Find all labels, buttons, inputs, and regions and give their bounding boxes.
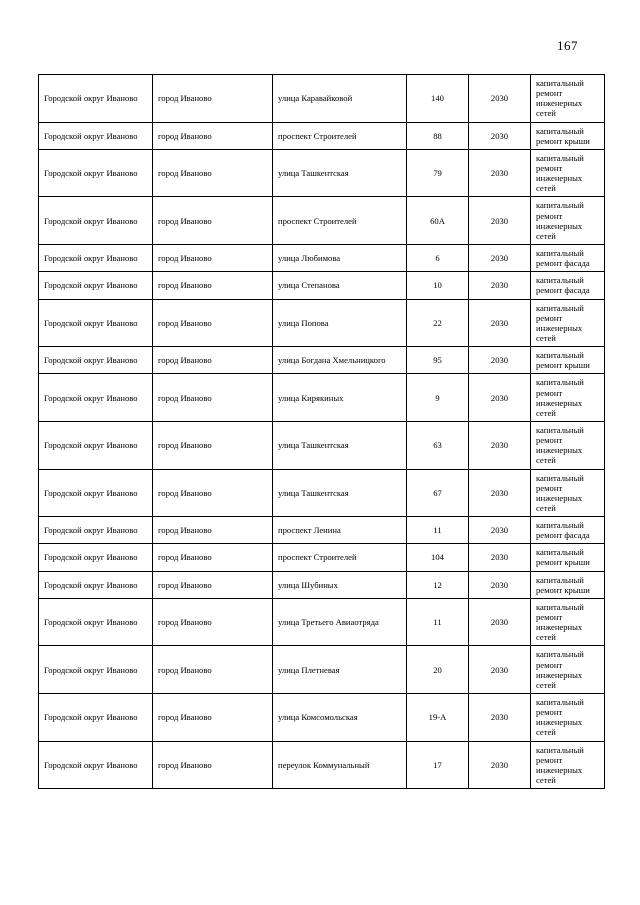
cell-street: улица Каравайковой [273, 75, 407, 123]
cell-street: улица Попова [273, 299, 407, 347]
cell-work: капитальный ремонт крыши [531, 122, 605, 149]
table-row [39, 75, 605, 123]
cell-house: 17 [407, 741, 469, 789]
cell-municipality: Городской округ Иваново [39, 469, 153, 517]
cell-work: капитальный ремонт инженерных сетей [531, 694, 605, 742]
cell-street: переулок Коммунальный [273, 741, 407, 789]
cell-street: проспект Строителей [273, 544, 407, 571]
cell-year: 2030 [469, 374, 531, 422]
cell-year: 2030 [469, 272, 531, 299]
cell-locality: город Иваново [153, 244, 273, 271]
cell-work: капитальный ремонт инженерных сетей [531, 149, 605, 197]
cell-house: 6 [407, 244, 469, 271]
cell-street: улица Любимова [273, 244, 407, 271]
cell-year: 2030 [469, 517, 531, 544]
table-row [39, 374, 605, 422]
cell-year: 2030 [469, 197, 531, 245]
table-row [39, 347, 605, 374]
cell-house: 67 [407, 469, 469, 517]
cell-house: 95 [407, 347, 469, 374]
cell-house: 12 [407, 571, 469, 598]
cell-municipality: Городской округ Иваново [39, 347, 153, 374]
cell-street: улица Шубиных [273, 571, 407, 598]
cell-municipality: Городской округ Иваново [39, 122, 153, 149]
cell-locality: город Иваново [153, 469, 273, 517]
table-row [39, 299, 605, 347]
cell-work: капитальный ремонт инженерных сетей [531, 299, 605, 347]
cell-locality: город Иваново [153, 598, 273, 646]
table-body [39, 75, 605, 789]
cell-locality: город Иваново [153, 374, 273, 422]
cell-municipality: Городской округ Иваново [39, 149, 153, 197]
cell-year: 2030 [469, 244, 531, 271]
table-row [39, 272, 605, 299]
table-row [39, 244, 605, 271]
cell-work: капитальный ремонт крыши [531, 571, 605, 598]
cell-work: капитальный ремонт инженерных сетей [531, 374, 605, 422]
cell-work: капитальный ремонт крыши [531, 544, 605, 571]
cell-municipality: Городской округ Иваново [39, 75, 153, 123]
cell-street: улица Третьего Авиаотряда [273, 598, 407, 646]
cell-year: 2030 [469, 299, 531, 347]
cell-street: улица Степанова [273, 272, 407, 299]
cell-year: 2030 [469, 75, 531, 123]
cell-locality: город Иваново [153, 347, 273, 374]
cell-work: капитальный ремонт инженерных сетей [531, 421, 605, 469]
cell-year: 2030 [469, 741, 531, 789]
table-row [39, 469, 605, 517]
cell-locality: город Иваново [153, 421, 273, 469]
cell-work: капитальный ремонт фасада [531, 244, 605, 271]
cell-work: капитальный ремонт инженерных сетей [531, 197, 605, 245]
cell-house: 11 [407, 517, 469, 544]
cell-municipality: Городской округ Иваново [39, 197, 153, 245]
cell-house: 104 [407, 544, 469, 571]
cell-work: капитальный ремонт фасада [531, 517, 605, 544]
table-row [39, 517, 605, 544]
cell-municipality: Городской округ Иваново [39, 646, 153, 694]
table-row [39, 741, 605, 789]
table-row [39, 598, 605, 646]
table-row [39, 571, 605, 598]
cell-house: 140 [407, 75, 469, 123]
cell-year: 2030 [469, 694, 531, 742]
cell-house: 10 [407, 272, 469, 299]
cell-house: 63 [407, 421, 469, 469]
cell-work: капитальный ремонт инженерных сетей [531, 646, 605, 694]
cell-locality: город Иваново [153, 122, 273, 149]
capital-repair-table [38, 74, 605, 789]
cell-street: улица Богдана Хмельницкого [273, 347, 407, 374]
table-row [39, 149, 605, 197]
cell-municipality: Городской округ Иваново [39, 571, 153, 598]
cell-year: 2030 [469, 469, 531, 517]
cell-municipality: Городской округ Иваново [39, 544, 153, 571]
cell-locality: город Иваново [153, 741, 273, 789]
cell-locality: город Иваново [153, 149, 273, 197]
table-row [39, 544, 605, 571]
table-row [39, 694, 605, 742]
cell-house: 11 [407, 598, 469, 646]
cell-municipality: Городской округ Иваново [39, 244, 153, 271]
cell-house: 88 [407, 122, 469, 149]
cell-house: 60А [407, 197, 469, 245]
cell-year: 2030 [469, 571, 531, 598]
cell-locality: город Иваново [153, 646, 273, 694]
cell-work: капитальный ремонт крыши [531, 347, 605, 374]
cell-year: 2030 [469, 646, 531, 694]
cell-house: 20 [407, 646, 469, 694]
cell-municipality: Городской округ Иваново [39, 598, 153, 646]
cell-work: капитальный ремонт инженерных сетей [531, 741, 605, 789]
cell-municipality: Городской округ Иваново [39, 741, 153, 789]
cell-street: улица Ташкентская [273, 421, 407, 469]
cell-street: улица Комсомольская [273, 694, 407, 742]
cell-street: проспект Строителей [273, 122, 407, 149]
cell-locality: город Иваново [153, 694, 273, 742]
table-container [38, 74, 604, 789]
cell-house: 19-А [407, 694, 469, 742]
cell-locality: город Иваново [153, 571, 273, 598]
cell-locality: город Иваново [153, 272, 273, 299]
cell-work: капитальный ремонт инженерных сетей [531, 469, 605, 517]
cell-municipality: Городской округ Иваново [39, 272, 153, 299]
cell-street: улица Плетневая [273, 646, 407, 694]
cell-year: 2030 [469, 149, 531, 197]
cell-work: капитальный ремонт инженерных сетей [531, 598, 605, 646]
cell-municipality: Городской округ Иваново [39, 517, 153, 544]
cell-locality: город Иваново [153, 75, 273, 123]
cell-year: 2030 [469, 544, 531, 571]
table-row [39, 421, 605, 469]
page-number: 167 [557, 38, 578, 53]
cell-municipality: Городской округ Иваново [39, 374, 153, 422]
cell-locality: город Иваново [153, 299, 273, 347]
table-row [39, 646, 605, 694]
cell-street: проспект Ленина [273, 517, 407, 544]
cell-locality: город Иваново [153, 197, 273, 245]
cell-work: капитальный ремонт фасада [531, 272, 605, 299]
cell-year: 2030 [469, 122, 531, 149]
cell-year: 2030 [469, 598, 531, 646]
cell-work: капитальный ремонт инженерных сетей [531, 75, 605, 123]
cell-year: 2030 [469, 421, 531, 469]
cell-street: улица Ташкентская [273, 469, 407, 517]
cell-house: 22 [407, 299, 469, 347]
cell-year: 2030 [469, 347, 531, 374]
cell-street: улица Кирякиных [273, 374, 407, 422]
table-row [39, 197, 605, 245]
table-row [39, 122, 605, 149]
cell-house: 79 [407, 149, 469, 197]
cell-street: улица Ташкентская [273, 149, 407, 197]
cell-municipality: Городской округ Иваново [39, 421, 153, 469]
cell-municipality: Городской округ Иваново [39, 299, 153, 347]
cell-house: 9 [407, 374, 469, 422]
cell-locality: город Иваново [153, 544, 273, 571]
cell-street: проспект Строителей [273, 197, 407, 245]
cell-locality: город Иваново [153, 517, 273, 544]
cell-municipality: Городской округ Иваново [39, 694, 153, 742]
